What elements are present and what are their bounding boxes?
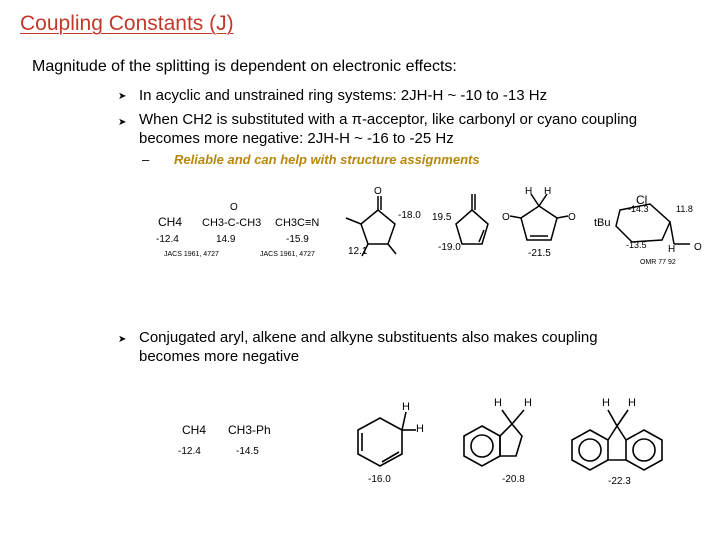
fig1-acn-val: -15.9 bbox=[286, 234, 309, 245]
bullet-2 bbox=[139, 110, 637, 148]
r-tbu: tBu bbox=[594, 217, 611, 229]
bullet-arrow-icon: ➤ bbox=[118, 334, 127, 345]
fig1-ch4: CH4 bbox=[158, 215, 183, 229]
ene-v2: -19.0 bbox=[438, 242, 461, 253]
bullet-3 bbox=[139, 328, 598, 366]
bullet-arrow-icon: ➤ bbox=[118, 117, 127, 128]
ind-h2: H bbox=[524, 397, 532, 409]
fluorene-icon bbox=[572, 410, 662, 470]
sub-bullet: Reliable and can help with structure assignments bbox=[174, 152, 480, 167]
dione-h2: H bbox=[544, 186, 552, 197]
fig1-ref2: JACS 1961, 4727 bbox=[260, 251, 315, 258]
bullet-2-line1: When CH2 is substituted with a π-acceptor, like carbonyl or cyano coupling bbox=[139, 111, 638, 128]
flu-h2: H bbox=[628, 397, 636, 409]
fig1-ref1: JACS 1961, 4727 bbox=[164, 251, 219, 258]
intro-text: Magnitude of the splitting is dependent on electronic effects: bbox=[32, 58, 457, 75]
r-h: H bbox=[668, 244, 676, 255]
indene-icon bbox=[464, 410, 524, 466]
flu-h1: H bbox=[602, 397, 610, 409]
flu-val: -22.3 bbox=[608, 476, 631, 487]
f2-toluene-val: -14.5 bbox=[236, 446, 259, 457]
fig1-acetone-o: O bbox=[230, 202, 238, 213]
r-v1: -14.3 bbox=[628, 204, 649, 214]
cyclohexadiene-icon bbox=[358, 412, 416, 466]
ene-v1: 19.5 bbox=[432, 212, 452, 223]
ind-h1: H bbox=[494, 397, 502, 409]
f2-ch4: CH4 bbox=[182, 423, 207, 437]
bullet-1 bbox=[139, 86, 547, 105]
slide-title: Coupling Constants (J) bbox=[20, 12, 234, 35]
dione-o2: O bbox=[568, 212, 576, 223]
cp-v2: 12.1 bbox=[348, 246, 368, 257]
r-o: O bbox=[694, 242, 702, 253]
sub-dash: – bbox=[142, 152, 150, 167]
dione-h1: H bbox=[525, 186, 533, 197]
figure-1-structures bbox=[150, 182, 715, 267]
bullet-3-line1: Conjugated aryl, alkene and alkyne substituents also makes coupling bbox=[139, 329, 598, 346]
fig1-acetone-val: 14.9 bbox=[216, 234, 236, 245]
r-cl: Cl bbox=[636, 193, 648, 207]
figure-2-structures bbox=[170, 390, 690, 490]
r-ref: OMR 77 92 bbox=[640, 259, 676, 266]
bullet-2-line2: becomes more negative: 2JH-H ~ -16 to -25 Hz bbox=[139, 130, 454, 147]
fig1-acn: CH3C≡N bbox=[275, 217, 320, 229]
cyclopentenedione-icon bbox=[510, 194, 568, 240]
cp-v1: -18.0 bbox=[398, 210, 421, 221]
cp-o: O bbox=[374, 186, 382, 197]
cyclopentenone-icon bbox=[456, 194, 488, 244]
chd-val: -16.0 bbox=[368, 474, 391, 485]
bullet-arrow-icon: ➤ bbox=[118, 91, 127, 102]
bullet-3-line2: becomes more negative bbox=[139, 348, 300, 365]
f2-ch4-val: -12.4 bbox=[178, 446, 201, 457]
dione-val: -21.5 bbox=[528, 248, 551, 259]
ind-val: -20.8 bbox=[502, 474, 525, 485]
chd-h2: H bbox=[416, 423, 424, 435]
fig1-ch4-val: -12.4 bbox=[156, 234, 179, 245]
chd-h1: H bbox=[402, 401, 410, 413]
r-v3: -13.5 bbox=[626, 240, 647, 250]
bullet-1-text: In acyclic and unstrained ring systems: 2JH-H ~ -10 to -13 Hz bbox=[139, 87, 548, 104]
dione-o1: O bbox=[502, 212, 510, 223]
f2-toluene: CH3-Ph bbox=[228, 423, 271, 437]
fig1-acetone: CH3-C-CH3 bbox=[202, 217, 262, 229]
r-v2: 11.8 bbox=[676, 204, 693, 214]
